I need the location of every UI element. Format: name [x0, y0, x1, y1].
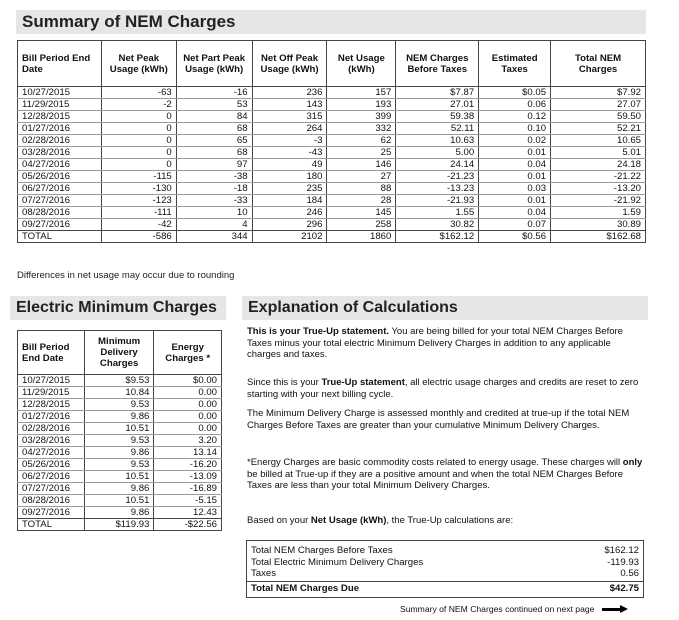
table-cell: 0.00 — [154, 387, 222, 399]
table-cell: 24.14 — [396, 159, 479, 171]
nem-summary-row — [18, 195, 646, 207]
table-cell: 01/27/2016 — [18, 123, 102, 135]
table-cell: 0.07 — [479, 219, 551, 231]
table-cell: 0.01 — [479, 147, 551, 159]
table-cell: 0.00 — [154, 423, 222, 435]
table-cell: 246 — [252, 207, 327, 219]
table-cell: 10/27/2015 — [18, 375, 85, 387]
table-cell: 09/27/2016 — [18, 507, 85, 519]
continued-text: Summary of NEM Charges continued on next page — [400, 604, 595, 614]
paragraph-text: *Energy Charges are basic commodity costs related to energy usage. These charges will — [247, 457, 623, 468]
paragraph-text: You are being billed for your total NEM Charges Before Taxes minus your total electric Minimum Delivery Charges in addition to any applicable charges and taxes. — [247, 326, 623, 361]
paragraph-text: , all electric usage charges and credits are reset to zero starting with your next billing cycle. — [247, 377, 639, 400]
col-header-energy-charges: Energy Charges * — [154, 331, 222, 375]
table-cell: 52.11 — [396, 123, 479, 135]
total-cell: $162.12 — [396, 231, 479, 243]
table-cell: 03/28/2016 — [18, 435, 85, 447]
table-cell: 0.10 — [479, 123, 551, 135]
electric-minimum-table — [17, 330, 222, 531]
nem-summary-row — [18, 159, 646, 171]
table-cell: 9.53 — [84, 435, 154, 447]
table-cell: 3.20 — [154, 435, 222, 447]
electric-minimum-row — [18, 375, 222, 387]
nem-summary-row — [18, 87, 646, 99]
table-cell: 10.63 — [396, 135, 479, 147]
electric-minimum-row — [18, 471, 222, 483]
table-cell: 09/27/2016 — [18, 219, 102, 231]
table-cell: 02/28/2016 — [18, 423, 85, 435]
nem-summary-row — [18, 147, 646, 159]
table-cell: 11/29/2015 — [18, 387, 85, 399]
table-cell: 184 — [252, 195, 327, 207]
nem-summary-header-row — [18, 41, 646, 87]
electric-minimum-row — [18, 423, 222, 435]
table-cell: 27 — [327, 171, 396, 183]
table-cell: 0 — [101, 111, 176, 123]
table-cell: 296 — [252, 219, 327, 231]
table-cell: 264 — [252, 123, 327, 135]
col-header-min-delivery: Minimum Delivery Charges — [84, 331, 154, 375]
total-cell: 1860 — [327, 231, 396, 243]
table-cell: 01/27/2016 — [18, 411, 85, 423]
table-cell: 04/27/2016 — [18, 447, 85, 459]
table-cell: 1.55 — [396, 207, 479, 219]
table-cell: -3 — [252, 135, 327, 147]
table-cell: 10.65 — [551, 135, 646, 147]
table-cell: 53 — [176, 99, 252, 111]
table-cell: -13.09 — [154, 471, 222, 483]
electric-minimum-header-row — [18, 331, 222, 375]
table-cell: 0.00 — [154, 411, 222, 423]
explanation-paragraph — [247, 377, 645, 400]
calc-label: Taxes — [251, 568, 277, 579]
true-up-statement-bold: True-Up statement — [321, 377, 405, 388]
nem-summary-row — [18, 99, 646, 111]
true-up-calculation-box — [246, 540, 644, 598]
table-cell: 0 — [101, 159, 176, 171]
table-cell: -13.23 — [396, 183, 479, 195]
table-cell: 0.06 — [479, 99, 551, 111]
electric-minimum-row — [18, 447, 222, 459]
table-cell: 9.86 — [84, 483, 154, 495]
table-cell: 10.84 — [84, 387, 154, 399]
calc-value: -119.93 — [607, 556, 639, 568]
net-usage-bold: Net Usage (kWh) — [310, 515, 387, 526]
electric-minimum-row — [18, 399, 222, 411]
table-cell: 180 — [252, 171, 327, 183]
table-cell: -33 — [176, 195, 252, 207]
total-cell: TOTAL — [18, 519, 85, 531]
nem-summary-rows — [18, 87, 646, 231]
col-header-bill-period: Bill Period End Date — [18, 41, 102, 87]
table-cell: -16.89 — [154, 483, 222, 495]
table-cell: $9.53 — [84, 375, 154, 387]
table-cell: 10/27/2015 — [18, 87, 102, 99]
table-cell: -42 — [101, 219, 176, 231]
table-cell: 5.00 — [396, 147, 479, 159]
calc-label: Total NEM Charges Before Taxes — [251, 545, 393, 556]
table-cell: 52.21 — [551, 123, 646, 135]
paragraph-text: Since this is your — [247, 377, 322, 388]
table-cell: -21.92 — [551, 195, 646, 207]
table-cell: $0.00 — [154, 375, 222, 387]
table-cell: 10.51 — [84, 495, 154, 507]
table-cell: -115 — [101, 171, 176, 183]
table-cell: 27.01 — [396, 99, 479, 111]
table-cell: 157 — [327, 87, 396, 99]
electric-minimum-row — [18, 507, 222, 519]
nem-summary-total-row — [18, 231, 646, 243]
total-cell: $162.68 — [551, 231, 646, 243]
table-cell: 0 — [101, 123, 176, 135]
table-cell: 5.01 — [551, 147, 646, 159]
electric-minimum-row — [18, 495, 222, 507]
table-cell: 0 — [101, 135, 176, 147]
table-cell: 258 — [327, 219, 396, 231]
table-cell: 05/26/2016 — [18, 171, 102, 183]
table-cell: 9.86 — [84, 447, 154, 459]
table-cell: 12.43 — [154, 507, 222, 519]
table-cell: 10.51 — [84, 471, 154, 483]
table-cell: 59.50 — [551, 111, 646, 123]
col-header-bill-period: Bill Period End Date — [18, 331, 85, 375]
total-cell: -$22.56 — [154, 519, 222, 531]
table-cell: -21.22 — [551, 171, 646, 183]
right-arrow-icon — [602, 605, 628, 613]
explanation-paragraph — [247, 515, 645, 527]
table-cell: 332 — [327, 123, 396, 135]
electric-minimum-rows — [18, 375, 222, 519]
total-cell: $119.93 — [84, 519, 154, 531]
table-cell: -111 — [101, 207, 176, 219]
table-cell: -43 — [252, 147, 327, 159]
table-cell: 06/27/2016 — [18, 471, 85, 483]
table-cell: 235 — [252, 183, 327, 195]
col-header-net-usage: Net Usage (kWh) — [327, 41, 396, 87]
col-header-net-part-peak: Net Part Peak Usage (kWh) — [176, 41, 252, 87]
table-cell: 03/28/2016 — [18, 147, 102, 159]
table-cell: 07/27/2016 — [18, 483, 85, 495]
electric-minimum-row — [18, 387, 222, 399]
total-cell: TOTAL — [18, 231, 102, 243]
table-cell: -63 — [101, 87, 176, 99]
table-cell: $0.05 — [479, 87, 551, 99]
calc-value: 0.56 — [620, 568, 639, 579]
table-cell: 9.86 — [84, 507, 154, 519]
table-cell: 07/27/2016 — [18, 195, 102, 207]
explanation-paragraph — [247, 457, 645, 492]
table-cell: 08/28/2016 — [18, 495, 85, 507]
explanation-paragraph — [247, 326, 645, 361]
table-cell: 97 — [176, 159, 252, 171]
nem-summary-row — [18, 111, 646, 123]
table-cell: $7.87 — [396, 87, 479, 99]
calc-row-total-due — [247, 581, 643, 595]
table-cell: 145 — [327, 207, 396, 219]
explanation-paragraph: The Minimum Delivery Charge is assessed monthly and credited at true-up if the total NEM Charges Before Taxes are greater than your cumulative Minimum Delivery Charges. — [247, 408, 630, 431]
col-header-net-peak: Net Peak Usage (kWh) — [101, 41, 176, 87]
total-due-label: Total NEM Charges Due — [251, 582, 360, 594]
table-cell: -18 — [176, 183, 252, 195]
true-up-statement-bold: This is your True-Up statement. — [247, 326, 389, 337]
table-cell: 62 — [327, 135, 396, 147]
nem-summary-row — [18, 135, 646, 147]
col-header-total-nem: Total NEM Charges — [551, 41, 646, 87]
table-cell: 4 — [176, 219, 252, 231]
col-header-estimated-taxes: Estimated Taxes — [479, 41, 551, 87]
table-cell: 08/28/2016 — [18, 207, 102, 219]
table-cell: 10.51 — [84, 423, 154, 435]
table-cell: 146 — [327, 159, 396, 171]
total-cell: $0.56 — [479, 231, 551, 243]
table-cell: 0.04 — [479, 207, 551, 219]
electric-minimum-row — [18, 483, 222, 495]
nem-summary-row — [18, 171, 646, 183]
table-cell: 0.03 — [479, 183, 551, 195]
total-cell: 344 — [176, 231, 252, 243]
table-cell: 68 — [176, 123, 252, 135]
explanation-title: Explanation of Calculations — [242, 296, 648, 320]
table-cell: 49 — [252, 159, 327, 171]
table-cell: -130 — [101, 183, 176, 195]
total-cell: -586 — [101, 231, 176, 243]
table-cell: 0.00 — [154, 399, 222, 411]
calc-value: $162.12 — [604, 545, 639, 556]
nem-summary-row — [18, 219, 646, 231]
table-cell: 30.89 — [551, 219, 646, 231]
table-cell: 9.53 — [84, 399, 154, 411]
table-cell: 0.01 — [479, 195, 551, 207]
table-cell: 0.12 — [479, 111, 551, 123]
paragraph-text: Based on your — [247, 515, 311, 526]
table-cell: 28 — [327, 195, 396, 207]
table-cell: 84 — [176, 111, 252, 123]
calc-row-taxes — [247, 568, 643, 580]
nem-summary-title: Summary of NEM Charges — [16, 10, 646, 34]
table-cell: 9.53 — [84, 459, 154, 471]
table-cell: 68 — [176, 147, 252, 159]
table-cell: 236 — [252, 87, 327, 99]
table-cell: 06/27/2016 — [18, 183, 102, 195]
table-cell: 193 — [327, 99, 396, 111]
table-cell: $7.92 — [551, 87, 646, 99]
table-cell: 9.86 — [84, 411, 154, 423]
table-cell: 04/27/2016 — [18, 159, 102, 171]
total-due-value: $42.75 — [609, 582, 639, 594]
col-header-nem-charges: NEM Charges Before Taxes — [396, 41, 479, 87]
table-cell: 12/28/2015 — [18, 111, 102, 123]
paragraph-text: , the True-Up calculations are: — [386, 515, 514, 526]
table-cell: 0 — [101, 147, 176, 159]
table-cell: 02/28/2016 — [18, 135, 102, 147]
table-cell: 399 — [327, 111, 396, 123]
calc-row-min-delivery — [247, 557, 643, 569]
table-cell: 13.14 — [154, 447, 222, 459]
table-cell: 30.82 — [396, 219, 479, 231]
calc-row-nem-charges — [247, 545, 643, 557]
nem-summary-table — [17, 40, 646, 243]
table-cell: 05/26/2016 — [18, 459, 85, 471]
table-cell: 88 — [327, 183, 396, 195]
table-cell: -21.23 — [396, 171, 479, 183]
only-bold: only — [622, 457, 643, 468]
table-cell: 24.18 — [551, 159, 646, 171]
table-cell: 315 — [252, 111, 327, 123]
table-cell: -16 — [176, 87, 252, 99]
electric-minimum-total-row — [18, 519, 222, 531]
table-cell: 143 — [252, 99, 327, 111]
table-cell: 11/29/2015 — [18, 99, 102, 111]
table-cell: 1.59 — [551, 207, 646, 219]
nem-summary-row — [18, 207, 646, 219]
table-cell: 27.07 — [551, 99, 646, 111]
paragraph-text: be billed at True-up if they are a positive amount and when the total NEM Charges Before Taxes are less than your total Minimum Delivery Charges. — [247, 468, 623, 492]
table-cell: -2 — [101, 99, 176, 111]
table-cell: 12/28/2015 — [18, 399, 85, 411]
table-cell: 10 — [176, 207, 252, 219]
table-cell: 0.02 — [479, 135, 551, 147]
continued-note — [400, 604, 628, 614]
table-cell: -16.20 — [154, 459, 222, 471]
table-cell: -5.15 — [154, 495, 222, 507]
calc-label: Total Electric Minimum Delivery Charges — [251, 556, 424, 568]
table-cell: 25 — [327, 147, 396, 159]
nem-summary-row — [18, 123, 646, 135]
table-cell: 59.38 — [396, 111, 479, 123]
col-header-net-off-peak: Net Off Peak Usage (kWh) — [252, 41, 327, 87]
electric-minimum-row — [18, 435, 222, 447]
table-cell: -21.93 — [396, 195, 479, 207]
nem-summary-row — [18, 183, 646, 195]
electric-minimum-title: Electric Minimum Charges — [10, 296, 226, 320]
table-cell: 0.01 — [479, 171, 551, 183]
table-cell: 65 — [176, 135, 252, 147]
total-cell: 2102 — [252, 231, 327, 243]
electric-minimum-row — [18, 411, 222, 423]
electric-minimum-row — [18, 459, 222, 471]
rounding-note: Differences in net usage may occur due to rounding — [17, 270, 235, 281]
table-cell: -123 — [101, 195, 176, 207]
table-cell: 0.04 — [479, 159, 551, 171]
table-cell: -13.20 — [551, 183, 646, 195]
table-cell: -38 — [176, 171, 252, 183]
